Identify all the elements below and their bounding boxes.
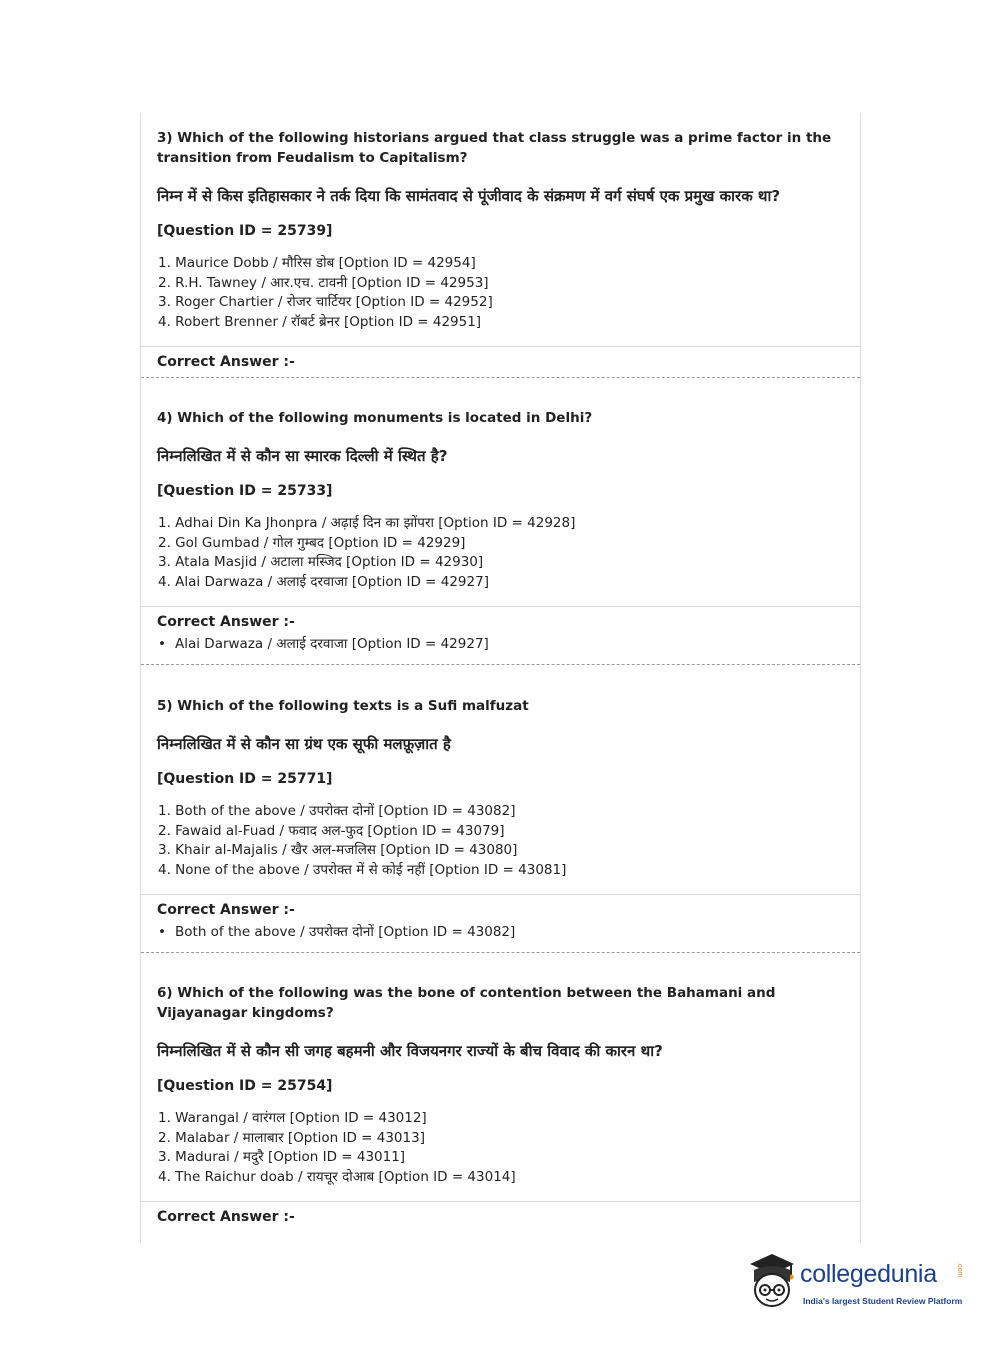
option-item: 4. Alai Darwaza / अलाई दरवाजा [Option ID = 42927] (158, 573, 489, 590)
question-5-english: 5) Which of the following texts is a Sufi malfuzat (157, 698, 529, 714)
mascot-icon (742, 1248, 802, 1312)
option-item: 1. Adhai Din Ka Jhonpra / अढ़ाई दिन का झोंपरा [Option ID = 42928] (158, 515, 576, 531)
divider (141, 1201, 860, 1202)
question-separator (141, 664, 860, 665)
option-item: 3. Khair al-Majalis / खैर अल-मजलिस [Option ID = 43080] (158, 842, 518, 858)
option-item: 2. Fawaid al-Fuad / फवाद अल-फुद [Option ID = 43079] (158, 822, 505, 839)
question-6-id: [Question ID = 25754] (157, 1078, 333, 1094)
logo-tagline: India's largest Student Review Platform (803, 1296, 963, 1306)
question-4-options (158, 514, 575, 592)
logo-suffix: .com (956, 1262, 963, 1278)
question-5-hindi: निम्नलिखित में से कौन सा ग्रंथ एक सूफी मलफ़ूज़ात है (157, 735, 451, 753)
option-item: 3. Roger Chartier / रोजर चार्टियर [Option ID = 42952] (158, 294, 493, 310)
correct-answer-value (158, 635, 489, 654)
correct-answer-label: Correct Answer :- (157, 1209, 295, 1225)
question-4-id: [Question ID = 25733] (157, 483, 333, 499)
question-6-english: 6) Which of the following was the bone of contention between the Bahamani and Vijayanagar kingdoms? (157, 985, 776, 1021)
option-item: 4. None of the above / उपरोक्त में से कोई नहीं [Option ID = 43081] (158, 861, 567, 878)
correct-answer-label: Correct Answer :- (157, 902, 295, 918)
option-item: 4. Robert Brenner / रॉबर्ट ब्रेनर [Option ID = 42951] (158, 313, 482, 330)
correct-answer-label: Correct Answer :- (157, 614, 295, 630)
option-item: 3. Atala Masjid / अटाला मस्जिद [Option ID = 42930] (158, 554, 484, 570)
option-item: 2. R.H. Tawney / आर.एच. टावनी [Option ID = 42953] (158, 274, 489, 291)
divider (141, 346, 860, 347)
divider (141, 894, 860, 895)
question-5-options (158, 802, 566, 880)
logo-wordmark: collegedunia (800, 1260, 937, 1288)
option-item: 1. Maurice Dobb / मौरिस डोब [Option ID = 42954] (158, 255, 476, 271)
option-item: 1. Warangal / वारंगल [Option ID = 43012] (158, 1110, 427, 1126)
question-3-options (158, 254, 493, 332)
question-separator (141, 377, 860, 378)
correct-answer-text: Both of the above / उपरोक्त दोनों [Option ID = 43082] (175, 924, 516, 940)
collegedunia-logo[interactable] (742, 1248, 972, 1318)
question-3-id: [Question ID = 25739] (157, 223, 333, 239)
option-item: 4. The Raichur doab / रायचूर दोआब [Option ID = 43014] (158, 1168, 516, 1185)
divider (141, 606, 860, 607)
correct-answer-value (158, 923, 515, 942)
bullet-icon: • (158, 636, 166, 652)
question-6-options (158, 1109, 516, 1187)
question-6-hindi: निम्नलिखित में से कौन सी जगह बहमनी और विजयनगर राज्यों के बीच विवाद की कारन था? (157, 1042, 663, 1060)
option-item: 1. Both of the above / उपरोक्त दोनों [Option ID = 43082] (158, 803, 516, 819)
bullet-icon: • (158, 924, 166, 940)
question-4-hindi: निम्नलिखित में से कौन सा स्मारक दिल्ली में स्थित है? (157, 447, 448, 465)
question-3-english: 3) Which of the following historians argued that class struggle was a prime factor in the transition from Feudalism to Capitalism? (157, 130, 832, 166)
option-item: 3. Madurai / मदुरै [Option ID = 43011] (158, 1149, 406, 1165)
question-4-english: 4) Which of the following monuments is located in Delhi? (157, 410, 593, 426)
correct-answer-label: Correct Answer :- (157, 354, 295, 370)
option-item: 2. Malabar / मालाबार [Option ID = 43013] (158, 1129, 425, 1146)
correct-answer-text: Alai Darwaza / अलाई दरवाजा [Option ID = 42927] (175, 636, 489, 652)
question-3-hindi: निम्न में से किस इतिहासकार ने तर्क दिया कि सामंतवाद से पूंजीवाद के संक्रमण में वर्ग संघर्ष एक प्रमुख कारक था? (157, 187, 781, 205)
question-paper (140, 113, 861, 1243)
question-separator (141, 952, 860, 953)
option-item: 2. Gol Gumbad / गोल गुम्बद [Option ID = 42929] (158, 534, 466, 551)
question-5-id: [Question ID = 25771] (157, 771, 333, 787)
